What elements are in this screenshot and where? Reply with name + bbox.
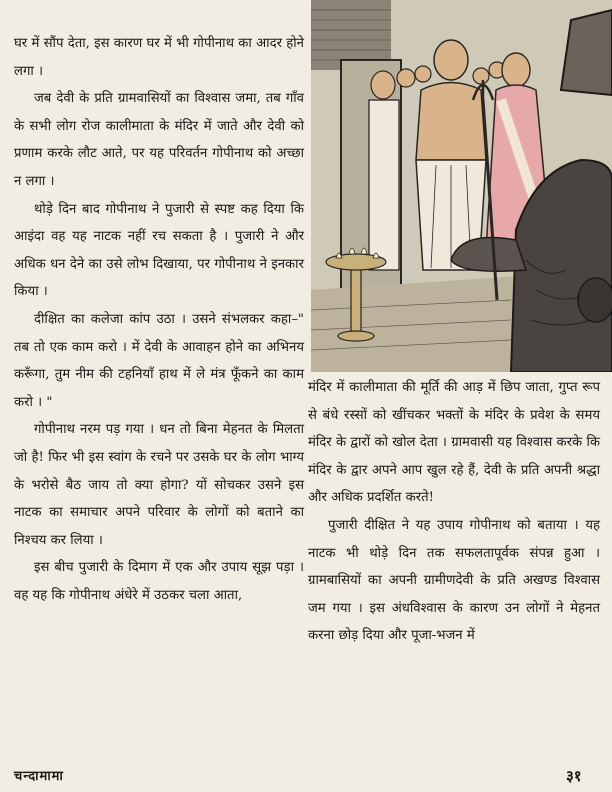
left-text-column [14, 30, 304, 609]
paragraph: पुजारी दीक्षित ने यह उपाय गोपीनाथ को बताया । यह नाटक भी थोड़े दिन तक सफलतापूर्वक संपन्न हुआ । ग्रामबासियों का अपनी ग्रामीणदेवी के प्रति अखण्ड विश्वास जम गया । इस अंधविश्वास के कारण उन लोगों ने मेहनत करना छोड़ दिया और पूजा-भजन में [308, 517, 600, 644]
paragraph: गोपीनाथ नरम पड़ गया । धन तो बिना मेहनत के मिलता जो है! फिर भी इस स्वांग के रचने पर उसके घर के लोग भाग्य के भरोसे बैठ जाय तो क्या होगा? यों सोचकर उसने इस नाटक का समाचार अपने परिवार के लोगों को बताने का निश्चय कर लिया । [14, 422, 304, 548]
paragraph: मंदिर में कालीमाता की मूर्ति की आड़ में छिप जाता, गुप्त रूप से बंधे रस्सों को खींचकर भक्तों के मंदिर के प्रवेश के समय मंदिर के द्वारों को खोल देता । ग्रामवासी यह विश्वास करके कि मंदिर के द्वार अपने आप खुल रहे हैं, देवी के प्रति अपनी श्रद्धा और अधिक प्रदर्शित करते! [308, 380, 600, 506]
paragraph: इस बीच पुजारी के दिमाग में एक और उपाय सूझ पड़ा । वह यह कि गोपीनाथ अंधेरे में उठकर चला आता, [14, 560, 304, 603]
paragraph: दीक्षित का कलेजा कांप उठा । उसने संभलकर कहा–" तब तो एक काम करो । में देवी के आवाहन होने का अभिनय करूँगा, तुम नीम की टहनियाँ हाथ में ले मंत्र फूँकने का काम करो । " [14, 311, 304, 410]
page-number: ३१ [566, 767, 582, 785]
paragraph: थोड़े दिन बाद गोपीनाथ ने पुजारी से स्पष्ट कह दिया कि आइंदा वह यह नाटक नहीं रच सकता है । पुजारी ने और अधिक धन देने का उसे लोभ दिखाया, पर गोपीनाथ ने इनकार किया । [14, 201, 304, 300]
right-text-column [308, 374, 600, 650]
paragraph: घर में सौंप देता, इस कारण घर में भी गोपीनाथ का आदर होने लगा । [14, 36, 304, 79]
temple-scene-illustration [311, 0, 612, 372]
magazine-name: चन्दामामा [14, 769, 64, 784]
paragraph: जब देवी के प्रति ग्रामवासियों का विश्वास जमा, तब गाँव के सभी लोग रोज कालीमाता के मंदिर में जाते और देवी को प्रणाम करके लौट आते, पर यह परिवर्तन गोपीनाथ को अच्छा न लगा । [14, 91, 304, 189]
